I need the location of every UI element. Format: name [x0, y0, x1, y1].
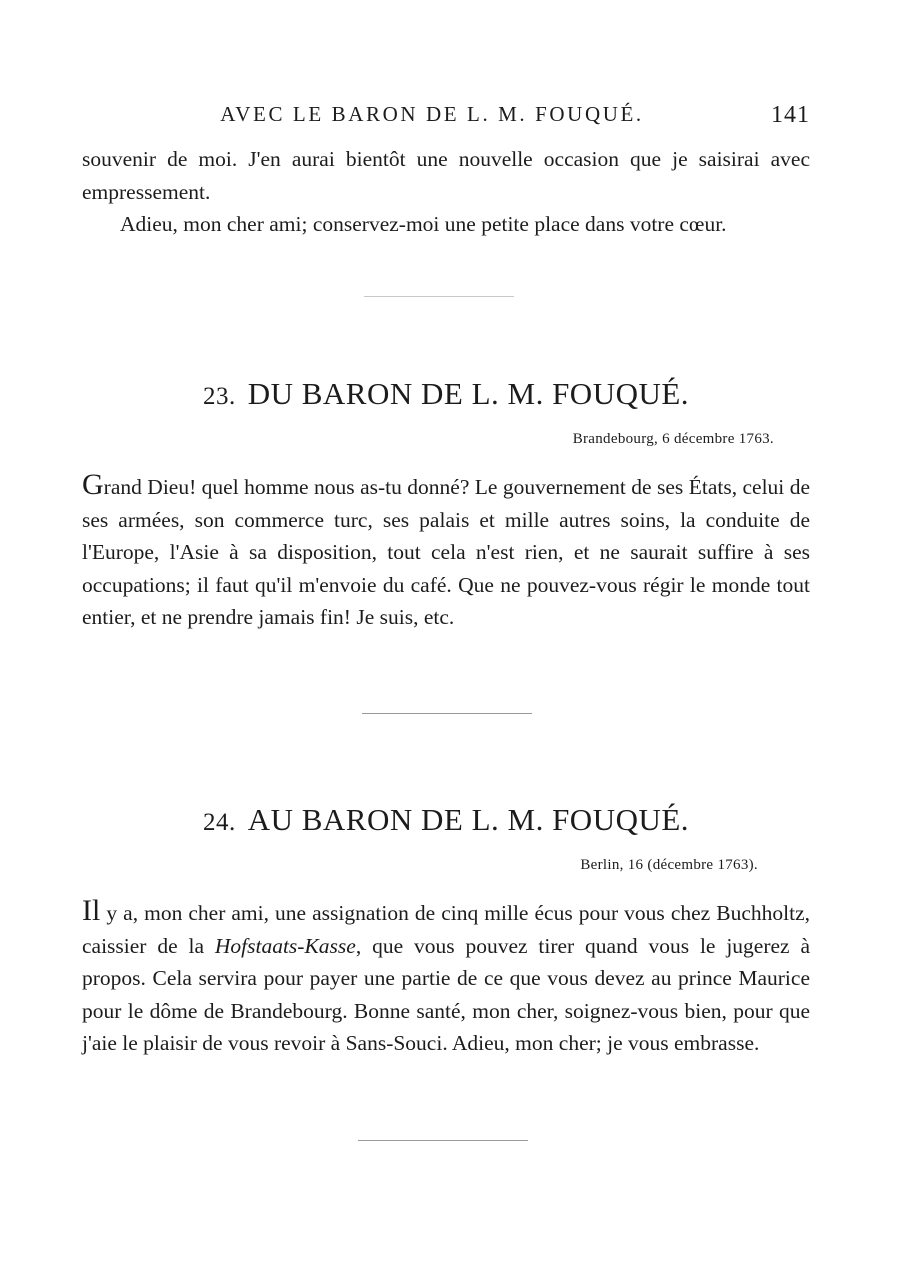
- letter-24-number: 24.: [202, 809, 236, 836]
- letter-24-body: [82, 896, 810, 1060]
- continuation-text-2: Adieu, mon cher ami; conservez-moi une petite place dans votre cœur.: [120, 212, 727, 236]
- letter-24-text-start: y a, mon cher ami, une assignation de cinq mille écus pour vous chez Buchholtz, caissier de la: [82, 901, 810, 958]
- section-divider: [358, 1140, 528, 1141]
- letter-23-number: 23.: [202, 383, 236, 410]
- letter-24-initial: Il: [82, 894, 101, 927]
- section-divider: [364, 296, 514, 297]
- page-number: 141: [771, 102, 810, 128]
- running-title: AVEC LE BARON DE L. M. FOUQUÉ.: [220, 102, 644, 126]
- continuation-text-1: souvenir de moi. J'en aurai bientôt une nouvelle occasion que je saisirai avec empressement.: [82, 147, 810, 204]
- letter-23-heading: [82, 376, 810, 412]
- letter-24-text-end: , que vous pouvez tirer quand vous le jugerez à propos. Cela servira pour payer une partie de ce que vous devez au prince Maurice pour le dôme de Brandebourg. Bonne santé, mon cher, soignez-vous bien, pour que j'aie le plaisir de vous revoir à Sans-Souci. Adieu, mon cher; je vous embrasse.: [82, 933, 810, 1055]
- letter-24-italic-term: Hofstaats-Kasse: [214, 933, 356, 958]
- continuation-paragraph: [82, 143, 810, 208]
- letter-23-initial: G: [82, 468, 104, 501]
- book-page: [82, 0, 810, 1261]
- letter-23-text: rand Dieu! quel homme nous as-tu donné? Le gouvernement de ses États, celui de ses armées, son commerce turc, ses palais et mille autres soins, la conduite de l'Europe, l'Asie à sa disposition, tout cela n'est rien, et ne saurait suffire à ses occupations; il faut qu'il m'envoie du café. Que ne pouvez-vous régir le monde tout entier, et ne prendre jamais fin! Je suis, etc.: [82, 475, 810, 629]
- running-head: [82, 100, 810, 134]
- letter-23-dateline: Brandebourg, 6 décembre 1763.: [572, 431, 774, 447]
- letter-24-heading: [82, 802, 810, 838]
- section-divider: [362, 713, 532, 714]
- letter-23-body: [82, 470, 810, 634]
- letter-24-title: AU BARON DE L. M. FOUQUÉ.: [247, 802, 690, 837]
- closing-paragraph: [82, 208, 810, 241]
- letter-23-title: DU BARON DE L. M. FOUQUÉ.: [247, 376, 690, 411]
- letter-24-dateline: Berlin, 16 (décembre 1763).: [580, 857, 758, 873]
